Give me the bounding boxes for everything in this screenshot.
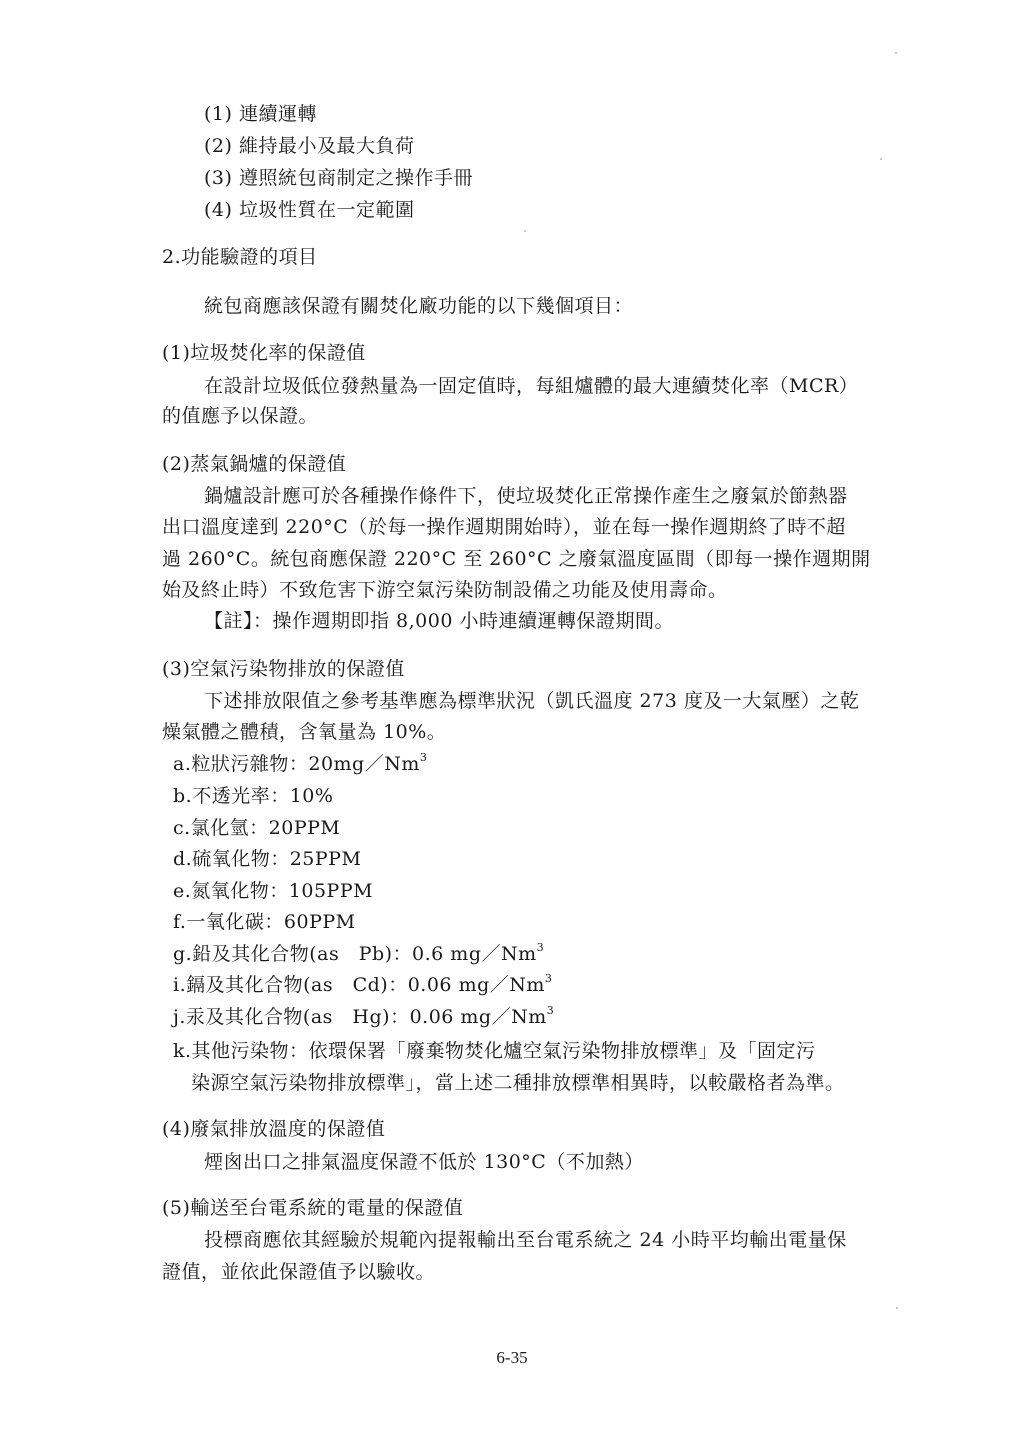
limit-item-other: 染源空氣污染物排放標準」，當上述二種排放標準相異時，以較嚴格者為準。 — [191, 1072, 845, 1094]
item-heading: (3)空氣污染物排放的保證值 — [162, 658, 405, 680]
scan-speck — [524, 230, 526, 232]
paragraph-line: 過 260°C。統包商應保證 220°C 至 260°C 之廢氣溫度區間（即每一操作週期開 — [162, 548, 871, 570]
item-heading: (5)輸送至台電系統的電量的保證值 — [162, 1197, 464, 1219]
limit-item: a.粒狀污雜物：20mg／Nm$^3$ — [173, 751, 428, 775]
note: 【註】：操作週期即指 8,000 小時連續運轉保證期間。 — [204, 610, 674, 632]
scan-speck — [880, 158, 882, 160]
paragraph-line: 出口溫度達到 220°C（於每一操作週期開始時），並在每一操作週期終了時不超 — [162, 516, 846, 538]
paragraph-line: 下述排放限值之參考基準應為標準狀況（凱氏溫度 273 度及一大氣壓）之乾 — [204, 690, 860, 712]
list-item: (4) 垃圾性質在一定範圍 — [204, 199, 415, 221]
limit-item: j.汞及其化合物(as Hg)：0.06 mg／Nm$^3$ — [173, 1004, 555, 1028]
paragraph-line: 投標商應依其經驗於規範內提報輸出至台電系統之 24 小時平均輸出電量保 — [204, 1229, 847, 1251]
paragraph-line: 燥氣體之體積，含氧量為 10%。 — [162, 721, 447, 743]
limit-item: d.硫氧化物：25PPM — [173, 848, 362, 870]
limit-item: e.氮氧化物：105PPM — [173, 880, 374, 902]
paragraph-line: 證值，並依此保證值予以驗收。 — [162, 1261, 436, 1283]
scan-speck — [895, 52, 897, 54]
item-heading: (2)蒸氣鍋爐的保證值 — [162, 453, 347, 475]
paragraph-line: 始及終止時）不致危害下游空氣污染防制設備之功能及使用壽命。 — [162, 579, 728, 601]
list-item: (1) 連續運轉 — [204, 103, 317, 125]
page-number: 6-35 — [496, 1348, 528, 1367]
item-heading: (1)垃圾焚化率的保證值 — [162, 342, 366, 364]
limit-item: b.不透光率：10% — [173, 785, 334, 807]
paragraph: 統包商應該保證有關焚化廠功能的以下幾個項目： — [204, 295, 634, 317]
list-item: (3) 遵照統包商制定之操作手冊 — [204, 167, 473, 189]
paragraph-line: 在設計垃圾低位發熱量為一固定值時，每組爐體的最大連續焚化率（MCR） — [204, 375, 859, 397]
limit-item: c.氯化氫：20PPM — [173, 817, 341, 839]
paragraph-line: 煙囪出口之排氣溫度保證不低於 130°C（不加熱） — [204, 1151, 644, 1173]
paragraph-line: 鍋爐設計應可於各種操作條件下，使垃圾焚化正常操作產生之廢氣於節熱器 — [204, 485, 848, 507]
paragraph-line: 的值應予以保證。 — [162, 405, 319, 427]
limit-item: g.鉛及其化合物(as Pb)：0.6 mg／Nm$^3$ — [173, 941, 545, 965]
limit-item: f.一氧化碳：60PPM — [173, 911, 356, 933]
section-heading: 2.功能驗證的項目 — [162, 246, 318, 268]
list-item: (2) 維持最小及最大負荷 — [204, 135, 415, 157]
item-heading: (4)廢氣排放溫度的保證值 — [162, 1118, 386, 1140]
scan-speck — [896, 1307, 898, 1309]
limit-item-other: k.其他污染物：依環保署「廢棄物焚化爐空氣污染物排放標準」及「固定污 — [173, 1040, 816, 1062]
limit-item: i.鎘及其化合物(as Cd)：0.06 mg／Nm$^3$ — [173, 972, 553, 996]
